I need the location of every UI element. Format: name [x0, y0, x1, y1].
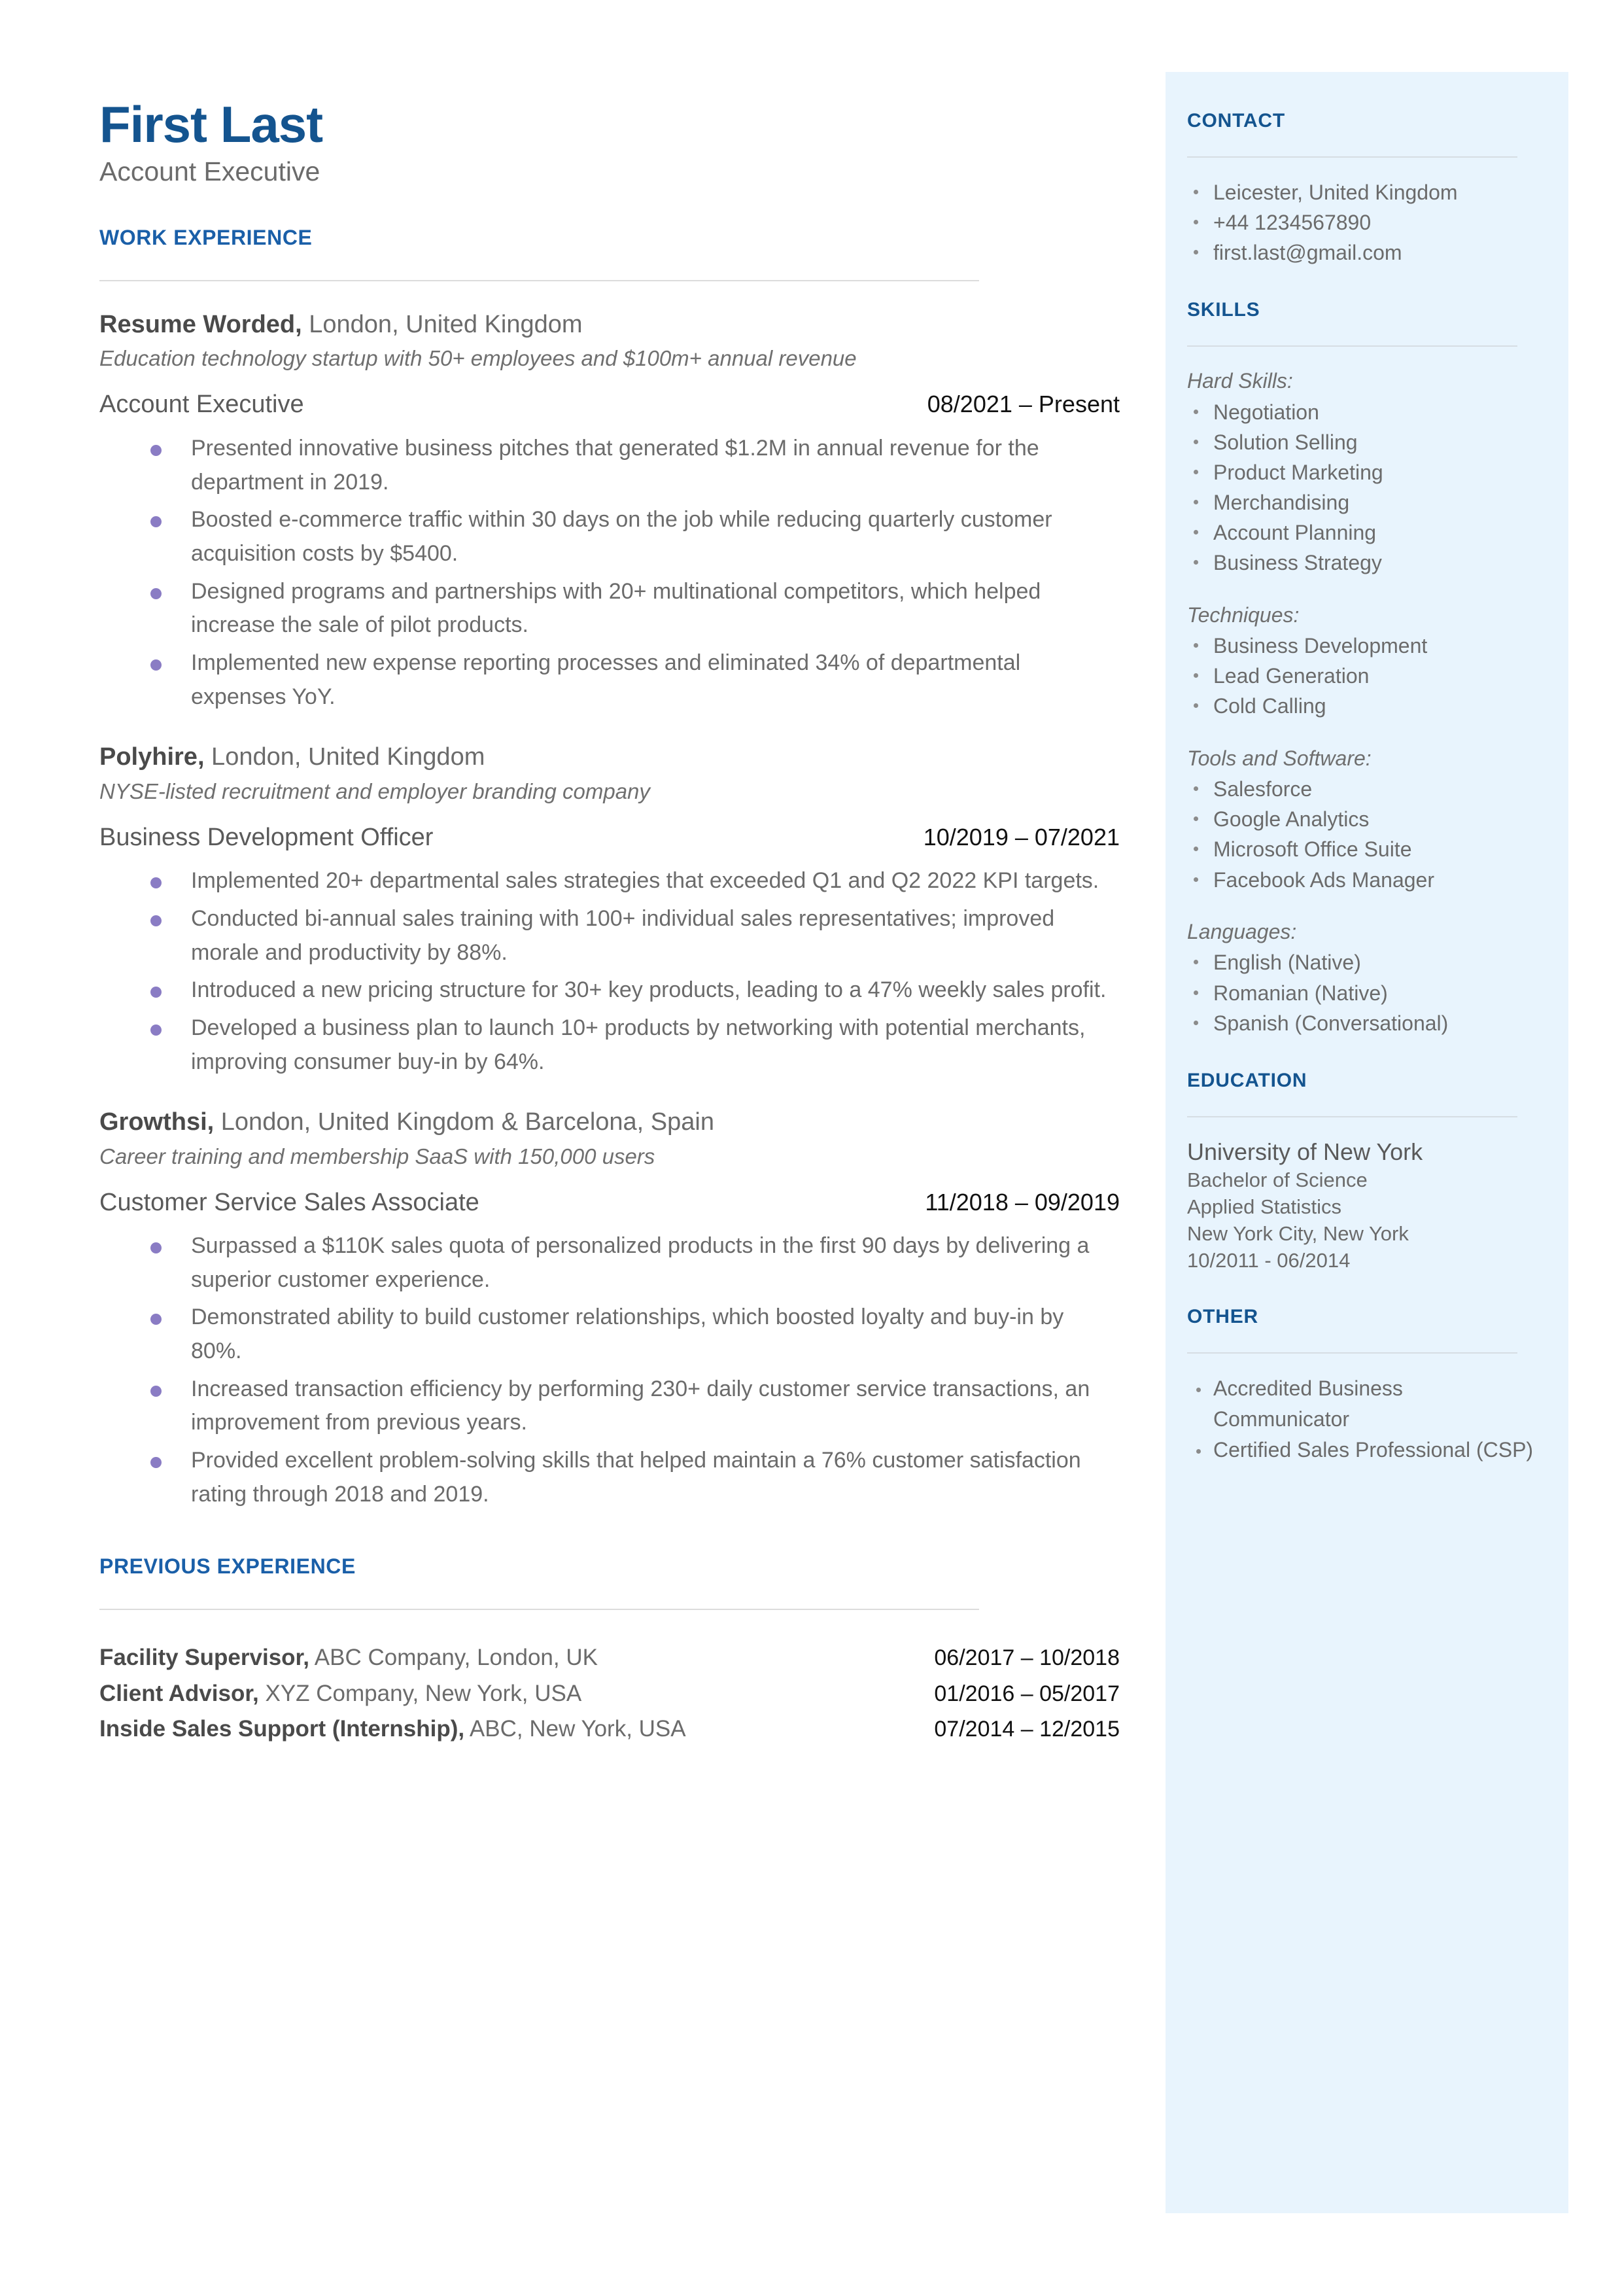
bullet-dot-icon	[1194, 410, 1198, 414]
list-item	[99, 864, 1120, 898]
skill-item: Salesforce	[1213, 777, 1313, 801]
language-item: Spanish (Conversational)	[1213, 1011, 1449, 1035]
list-item	[99, 1373, 1120, 1440]
education-school: University of New York	[1187, 1138, 1423, 1165]
bullet-text: Surpassed a $110K sales quota of personalized products in the first 90 days by delivering a superior customer experience.	[191, 1233, 1090, 1292]
bullet-dot-icon	[150, 445, 162, 456]
job-company-name: Growthsi,	[99, 1108, 215, 1136]
sidebar-divider	[1187, 156, 1517, 158]
job-entry	[99, 309, 1120, 714]
previous-role-dates: 01/2016 – 05/2017	[934, 1681, 1120, 1706]
job-company-description: NYSE-listed recruitment and employer branding company	[99, 779, 650, 803]
skills-group-label: Tools and Software:	[1187, 746, 1372, 770]
previous-role-dates: 07/2014 – 12/2015	[934, 1716, 1120, 1742]
list-item	[1187, 691, 1544, 721]
section-heading-work-experience: WORK EXPERIENCE	[99, 226, 313, 250]
job-company-line	[99, 741, 1120, 773]
section-divider	[99, 280, 979, 281]
list-item	[1187, 865, 1544, 895]
header-job-title: Account Executive	[99, 156, 320, 186]
job-company-location: London, United Kingdom & Barcelona, Spain	[214, 1108, 714, 1136]
list-item	[99, 1229, 1120, 1297]
list-item	[99, 902, 1120, 970]
sidebar-heading-skills: SKILLS	[1187, 299, 1260, 321]
list-item	[1187, 661, 1544, 691]
skills-list	[1187, 397, 1544, 578]
sidebar-divider	[1187, 345, 1517, 347]
bullet-dot-icon	[1194, 500, 1198, 504]
list-item	[99, 973, 1120, 1007]
skill-item: Microsoft Office Suite	[1213, 837, 1412, 862]
skills-group-label: Languages:	[1187, 919, 1297, 943]
bullet-dot-icon	[1194, 560, 1198, 565]
bullet-dot-icon	[1194, 530, 1198, 534]
list-item	[1187, 774, 1544, 804]
previous-role-line	[99, 1714, 686, 1744]
list-item	[1187, 207, 1544, 237]
bullet-dot-icon	[150, 588, 162, 599]
bullet-dot-icon	[1194, 960, 1198, 964]
bullet-text: Demonstrated ability to build customer relationships, which boosted loyalty and buy-in by 80%.	[191, 1305, 1064, 1364]
job-company-description: Career training and membership SaaS with 150,000 users	[99, 1144, 655, 1168]
list-item	[1187, 457, 1544, 487]
other-list	[1187, 1373, 1544, 1465]
skill-item: Business Strategy	[1213, 551, 1382, 575]
list-item	[1187, 978, 1544, 1008]
previous-role-dates: 06/2017 – 10/2018	[934, 1645, 1120, 1671]
list-item	[99, 432, 1120, 499]
job-company-name: Polyhire,	[99, 743, 205, 771]
skills-group-label: Hard Skills:	[1187, 369, 1293, 393]
bullet-text: Developed a business plan to launch 10+ products by networking with potential merchants, improving consumer buy-in by 64%.	[191, 1015, 1086, 1074]
list-item	[99, 1011, 1120, 1079]
sidebar-section-skills	[1187, 299, 1544, 1038]
skills-group-techniques	[1187, 601, 1544, 722]
bullet-dot-icon	[1194, 816, 1198, 821]
job-title-row	[99, 823, 1120, 853]
list-item	[1187, 804, 1544, 834]
list-item	[1187, 834, 1544, 864]
bullet-text: Provided excellent problem-solving skills that helped maintain a 76% customer satisfaction rating through 2018 and 2019.	[191, 1448, 1081, 1507]
bullet-dot-icon	[1196, 1388, 1201, 1392]
spacer	[99, 1515, 1120, 1554]
job-company-line	[99, 309, 1120, 341]
previous-role-detail: ABC Company, London, UK	[309, 1645, 598, 1671]
skill-item: Lead Generation	[1213, 664, 1370, 688]
bullet-dot-icon	[150, 987, 162, 998]
list-item	[1187, 487, 1544, 517]
bullet-dot-icon	[150, 1386, 162, 1397]
previous-role-line	[99, 1679, 581, 1709]
previous-role-detail: XYZ Company, New York, USA	[258, 1680, 582, 1706]
skills-group-hard-skills	[1187, 366, 1544, 578]
sidebar-heading-education: EDUCATION	[1187, 1069, 1307, 1091]
bullet-dot-icon	[150, 1457, 162, 1468]
skill-item: Merchandising	[1213, 491, 1350, 515]
skill-item: Facebook Ads Manager	[1213, 867, 1434, 892]
bullet-text: Implemented new expense reporting processes and eliminated 34% of departmental expenses YoY.	[191, 650, 1021, 709]
bullet-dot-icon	[1194, 786, 1198, 791]
bullet-dot-icon	[150, 516, 162, 527]
bullet-text: Presented innovative business pitches that generated $1.2M in annual revenue for the department in 2019.	[191, 435, 1039, 495]
education-dates: 10/2011 - 06/2014	[1187, 1249, 1351, 1272]
job-entry	[99, 1106, 1120, 1511]
skills-group-tools-and-software	[1187, 744, 1544, 895]
language-item: Romanian (Native)	[1213, 981, 1388, 1005]
bullet-text: Introduced a new pricing structure for 30+ key products, leading to a 47% weekly sales profit.	[191, 977, 1107, 1003]
bullet-text: Conducted bi-annual sales training with 100+ individual sales representatives; improved morale and productivity by 88%.	[191, 905, 1055, 965]
list-item	[1187, 548, 1544, 578]
section-heading-previous-experience: PREVIOUS EXPERIENCE	[99, 1554, 356, 1579]
table-row	[99, 1643, 1120, 1673]
bullet-text: Designed programs and partnerships with 20+ multinational competitors, which helped increase the sale of pilot products.	[191, 578, 1041, 638]
list-item	[1187, 631, 1544, 661]
job-company-name: Resume Worded,	[99, 311, 302, 339]
list-item	[1187, 237, 1544, 268]
bullet-dot-icon	[150, 1314, 162, 1325]
skill-item: Business Development	[1213, 634, 1428, 658]
list-item	[1187, 517, 1544, 548]
skill-item: Google Analytics	[1213, 807, 1370, 832]
bullet-dot-icon	[150, 915, 162, 926]
bullet-dot-icon	[1194, 190, 1198, 194]
bullet-text: Increased transaction efficiency by performing 230+ daily customer service transactions, an improvement from previous years.	[191, 1376, 1090, 1435]
certification-item: Certified Sales Professional (CSP)	[1213, 1437, 1534, 1462]
job-company-line	[99, 1106, 1120, 1138]
skill-item: Cold Calling	[1213, 694, 1326, 718]
job-title-row	[99, 1188, 1120, 1218]
list-item	[1213, 1435, 1544, 1465]
bullet-dot-icon	[1194, 470, 1198, 474]
bullet-dot-icon	[1194, 643, 1198, 648]
list-item	[1187, 1008, 1544, 1038]
list-item	[1187, 427, 1544, 457]
list-item	[99, 575, 1120, 642]
previous-role-title: Inside Sales Support (Internship),	[99, 1715, 465, 1742]
section-divider	[99, 1609, 979, 1610]
previous-role-title: Facility Supervisor,	[99, 1645, 309, 1671]
list-item	[1187, 397, 1544, 427]
bullet-dot-icon	[1194, 703, 1198, 708]
job-company-location: London, United Kingdom	[204, 743, 485, 771]
contact-email: first.last@gmail.com	[1213, 241, 1402, 265]
education-entry	[1187, 1137, 1544, 1274]
skills-list	[1187, 774, 1544, 894]
skills-group-languages	[1187, 917, 1544, 1038]
bullet-dot-icon	[150, 659, 162, 671]
bullet-dot-icon	[1194, 673, 1198, 678]
contact-location: Leicester, United Kingdom	[1213, 181, 1458, 204]
language-item: English (Native)	[1213, 951, 1361, 975]
list-item	[1213, 1373, 1544, 1434]
certification-item: Accredited Business Communicator	[1213, 1376, 1403, 1431]
bullet-dot-icon	[1194, 847, 1198, 851]
job-company-description: Education technology startup with 50+ employees and $100m+ annual revenue	[99, 346, 857, 371]
bullet-dot-icon	[1194, 990, 1198, 995]
bullet-text: Boosted e-commerce traffic within 30 days on the job while reducing quarterly customer acquisition costs by $5400.	[191, 507, 1052, 566]
job-title: Customer Service Sales Associate	[99, 1188, 479, 1216]
education-location: New York City, New York	[1187, 1222, 1409, 1246]
contact-phone: +44 1234567890	[1213, 211, 1372, 235]
bullet-dot-icon	[1196, 1449, 1201, 1454]
job-dates: 10/2019 – 07/2021	[923, 823, 1120, 850]
job-entry	[99, 741, 1120, 1079]
previous-role-detail: ABC, New York, USA	[464, 1715, 686, 1742]
sidebar-section-other	[1187, 1306, 1544, 1465]
sidebar-section-contact	[1187, 110, 1544, 268]
bullet-dot-icon	[150, 1242, 162, 1253]
skill-item: Account Planning	[1213, 521, 1377, 545]
job-bullet-list	[99, 1229, 1120, 1511]
bullet-dot-icon	[150, 1025, 162, 1036]
previous-role-line	[99, 1643, 598, 1673]
skill-item: Negotiation	[1213, 400, 1319, 425]
skills-list	[1187, 631, 1544, 721]
skills-list	[1187, 947, 1544, 1038]
job-bullet-list	[99, 864, 1120, 1079]
contact-list	[1187, 177, 1544, 268]
sidebar-heading-other: OTHER	[1187, 1306, 1258, 1328]
sidebar-divider	[1187, 1352, 1517, 1354]
job-bullet-list	[99, 432, 1120, 714]
bullet-dot-icon	[1194, 440, 1198, 444]
bullet-dot-icon	[1194, 1021, 1198, 1025]
list-item	[1187, 177, 1544, 207]
page-title: First Last	[99, 96, 323, 153]
sidebar-heading-contact: CONTACT	[1187, 110, 1286, 131]
job-title-row	[99, 390, 1120, 420]
list-item	[1187, 947, 1544, 977]
bullet-dot-icon	[1194, 877, 1198, 882]
bullet-text: Implemented 20+ departmental sales strategies that exceeded Q1 and Q2 2022 KPI targets.	[191, 868, 1099, 894]
list-item	[99, 503, 1120, 570]
bullet-dot-icon	[1194, 220, 1198, 224]
list-item	[99, 1301, 1120, 1368]
list-item	[99, 646, 1120, 714]
job-dates: 08/2021 – Present	[927, 391, 1120, 418]
education-degree: Bachelor of Science	[1187, 1168, 1368, 1192]
bullet-dot-icon	[1194, 250, 1198, 254]
list-item	[99, 1444, 1120, 1511]
education-field: Applied Statistics	[1187, 1195, 1342, 1219]
previous-role-title: Client Advisor,	[99, 1680, 259, 1706]
table-row	[99, 1679, 1120, 1709]
skill-item: Solution Selling	[1213, 430, 1358, 455]
skills-group-label: Techniques:	[1187, 603, 1300, 627]
job-dates: 11/2018 – 09/2019	[925, 1188, 1120, 1216]
previous-experience-list	[99, 1643, 1120, 1744]
sidebar-divider	[1187, 1116, 1517, 1117]
bullet-dot-icon	[150, 877, 162, 888]
job-company-location: London, United Kingdom	[302, 311, 583, 339]
job-title: Business Development Officer	[99, 823, 434, 851]
main-column	[99, 98, 1120, 1749]
job-title: Account Executive	[99, 391, 304, 419]
sidebar-section-education	[1187, 1070, 1544, 1274]
skill-item: Product Marketing	[1213, 461, 1383, 485]
sidebar	[1187, 110, 1544, 1465]
table-row	[99, 1714, 1120, 1744]
